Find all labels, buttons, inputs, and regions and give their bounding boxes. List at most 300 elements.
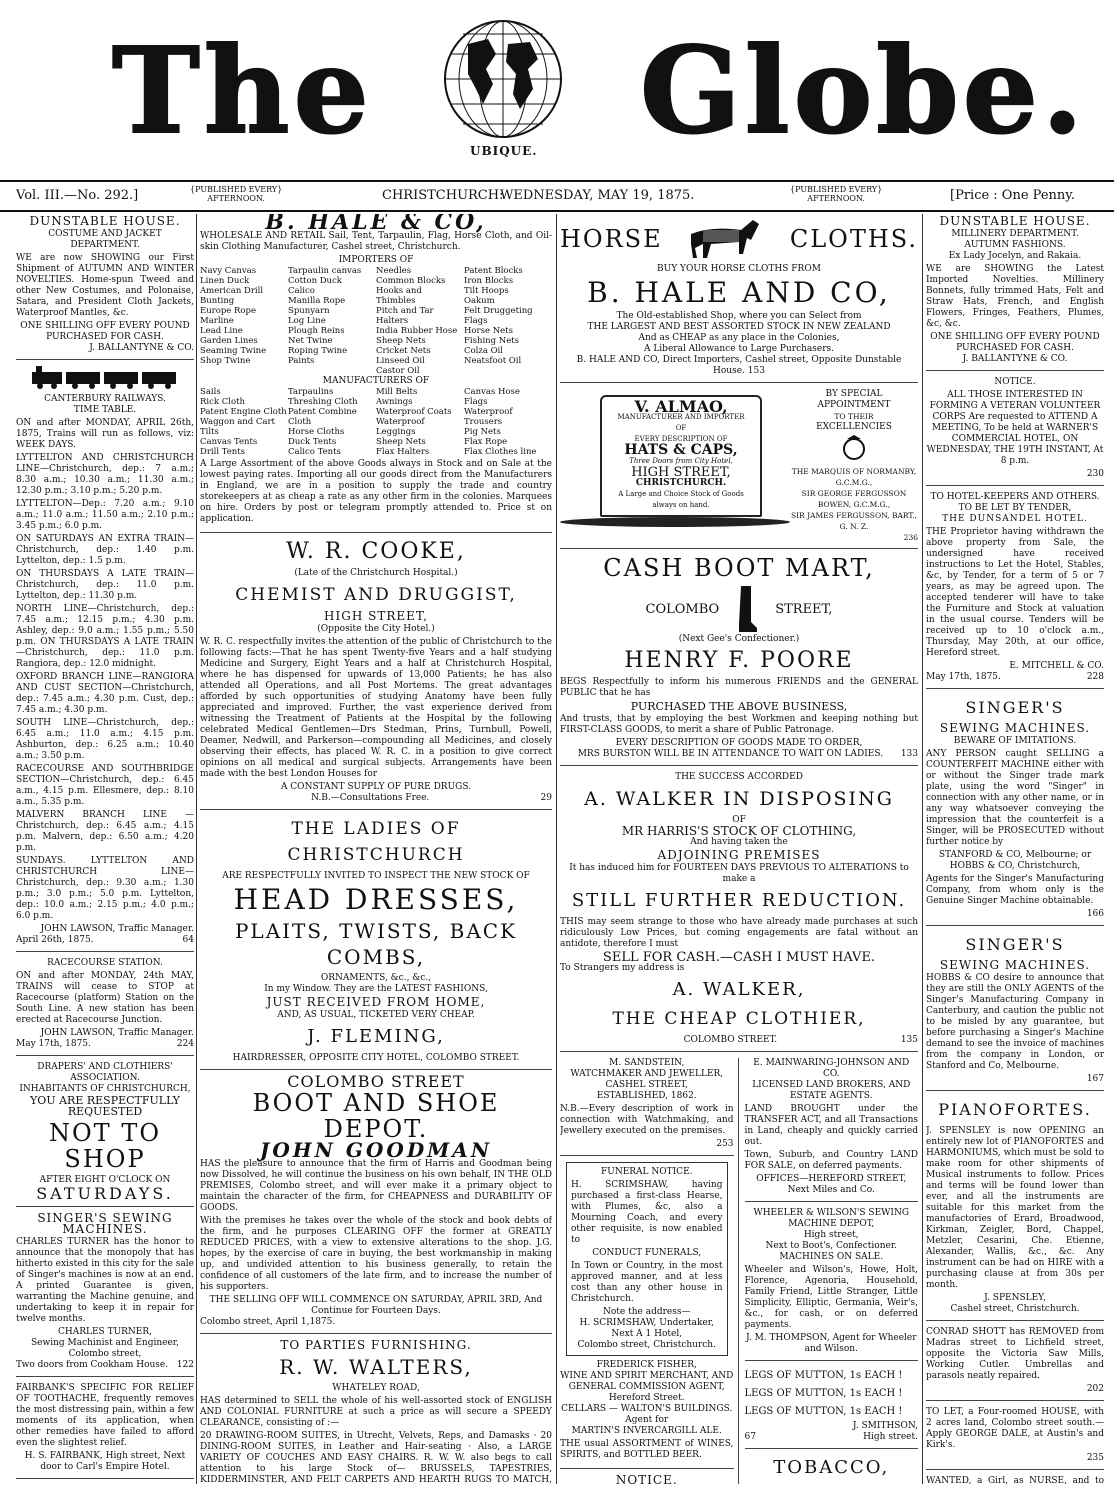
ad-big-text: BOOT AND SHOE DEPOT.	[252, 1089, 500, 1143]
ad-note: N.B.—Consultations Free.	[311, 793, 430, 803]
masthead-title-the: The	[112, 21, 373, 160]
ad-mainwaring	[745, 1058, 919, 1202]
ad-signature: J. SPENSLEY,	[984, 1293, 1046, 1303]
ad-body: AND, AS USUAL, TICKETED VERY CHEAP.	[277, 1010, 475, 1020]
ad-body: TO LET, a Four-roomed HOUSE, with 2 acres land, Colombo street south.—Apply GEORGE DALE, at Austin's and Kirk's.	[926, 1407, 1104, 1450]
volume-number: Vol. III.—No. 292.]	[16, 188, 139, 203]
ad-subheading: MANUFACTURER AND IMPORTER	[617, 413, 745, 421]
ad-body: J. SPENSLEY is now OPENING an entirely new lot of PIANOFORTES and HARMONIUMS, which must be sold to make room for other shipments of Musical instruments to follow. Prices and terms will be found lower than ever, and all the instruments are suitable for this market from the manufactories of Erard, Broadwood, Kirkman, Zeigler, Bord, Chappel, Metzler, Cesarini, Che. Etienne, Alexander, Wallis, &c., &c. Any instrument can be had on HIRE with a purchasing clause at from 30s per month.	[926, 1126, 1104, 1290]
ad-subheading: MANUFACTURERS OF	[322, 376, 430, 386]
ad-body: And having taken the	[690, 837, 788, 847]
list-item: Garden Lines	[200, 336, 258, 346]
ad-tobacco	[745, 1455, 919, 1484]
ad-subheading: LICENSED LAND BROKERS, AND ESTATE AGENTS.	[752, 1080, 911, 1101]
list-item: Threshing Cloth	[288, 397, 358, 407]
list-item: Sails	[200, 387, 221, 397]
ad-ladies	[200, 816, 552, 1070]
ad-body: THE Proprietor having withdrawn the above property from Sale, the undersigned have received instructions to Let the Hotel, Stables, &c, by Tender, for a term of 5 or 7 years, as may be agreed upon. The accepted tenderer will have to take the Furniture and Stock at valuation in the usual course. Tenders will be received up to 10 o'clock a.m., Thursday, May 20th, at our office, Hereford street.	[926, 527, 1104, 658]
ad-subheading: HIGH STREET,	[324, 609, 428, 623]
list-item: Flax Halters	[376, 447, 430, 457]
ad-goodman	[200, 1072, 552, 1334]
masthead-motto: UBIQUE.	[470, 144, 538, 158]
column-rule	[196, 214, 197, 1484]
ad-legs-mutton	[745, 1367, 919, 1449]
column-rule	[922, 214, 923, 1484]
ad-body: OXFORD BRANCH LINE—RANGIORA AND CUST SECTION—Christchurch, dep.: 7.45 a.m.; 4.30 p.m. Cust, dep.: 7.45 a.m.; 4.30 p.m.	[16, 672, 194, 715]
ad-big-text: SELL FOR CASH.—CASH I MUST HAVE.	[602, 950, 876, 965]
ad-heading: M. SANDSTEIN,	[609, 1058, 685, 1068]
list-item: Shop Twine	[200, 356, 251, 366]
ad-number: 253	[716, 1139, 734, 1149]
ad-almao	[560, 389, 918, 549]
ad-body: SUNDAYS. LYTTELTON AND CHRISTCHURCH LINE—Christchurch, dep.: 9.30 a.m.; 1.30 p.m.; 3.0 p.m.; 5.0 p.m. Lyttelton, dep.: 10.0 a.m.; 2.15 p.m.; 4.0 p.m.; 6.0 p.m.	[16, 856, 194, 921]
ad-body: A Large and Choice Stock of Goods always on hand.	[618, 490, 744, 509]
list-item: Flax Clothes line	[464, 447, 537, 457]
list-item: Halters	[376, 316, 409, 326]
ad-heading: SEWING MACHINES.	[939, 721, 1091, 735]
ad-heading: B. HALE & CO,	[265, 214, 487, 235]
column-4	[926, 214, 1104, 1484]
ad-body: THE MARQUIS OF NORMANBY, G.C.M.G.,	[791, 467, 917, 487]
ad-body: Agents for the Singer's Manufacturing Company, from whom only is the Genuine Singer Machine obtainable.	[926, 874, 1104, 906]
ad-cash-boot-mart	[560, 555, 918, 766]
ad-body: ALL THOSE INTERESTED IN FORMING A VETERAN VOLUNTEER CORPS Are requested to ATTEND A MEETING, To be held at WARNER'S COMMERCIAL HOTEL, ON WEDNESDAY, THE 19TH INSTANT, At 8 p.m.	[926, 390, 1104, 466]
list-item: Drill Tents	[200, 447, 246, 457]
list-item: Calico	[288, 286, 315, 296]
ad-date: Colombo street, April 1,1875.	[200, 1317, 336, 1327]
list-column	[376, 266, 464, 376]
ad-big-text: HENRY F. POORE	[624, 648, 854, 673]
ad-body: PURCHASED THE ABOVE BUSINESS,	[630, 700, 848, 713]
ad-subheading: (Late of the Christchurch Hospital.)	[294, 568, 458, 578]
list-item: Waggon and Cart Tilts	[200, 417, 275, 437]
list-item: Neatsfoot Oil	[464, 356, 522, 366]
list-item: Waterproof Trousers	[464, 407, 513, 427]
ad-heading: SINGER'S	[965, 935, 1065, 954]
ad-big-text: NOT TO SHOP	[49, 1119, 161, 1173]
ad-heading: RACECOURSE STATION.	[47, 958, 163, 968]
list-item: Tarpaulin canvas	[288, 266, 362, 276]
ad-signature: J. BALLANTYNE & CO.	[89, 343, 194, 353]
ad-subheading: COLOMBO	[645, 601, 720, 617]
ad-body: SIR GEORGE FERGUSSON BOWEN, G.C.M.G.,	[801, 489, 907, 509]
ad-body: In Town or Country, in the most approved manner, and at less cost than any other house in Christchurch.	[571, 1261, 723, 1304]
ad-address: WHATELEY ROAD,	[332, 1383, 420, 1393]
ad-body: A Large Assortment of the above Goods always in Stock and on Sale at the lowest paying rates. Importing all our goods direct from the Manufacturers in England, we are in a position to supply the trade and country storekeepers at as cheap a rate as any other firm in the colonies. Marquees on hire. Orders by post or telegram promptly attended to. Price st on application.	[200, 459, 552, 524]
ad-singer-turner	[16, 1213, 194, 1377]
ad-subheading: THE SUCCESS ACCORDED	[675, 772, 803, 782]
ad-heading: BY SPECIAL APPOINTMENT	[817, 389, 891, 410]
list-item: Rick Cloth	[200, 397, 245, 407]
ad-body: ADJOINING PREMISES	[657, 848, 821, 862]
list-item: Patent Blocks	[464, 266, 523, 276]
ad-fairbank	[16, 1383, 194, 1479]
list-item: Seaming Twine	[200, 346, 267, 356]
ad-address: (Next Gee's Confectioner.)	[678, 634, 800, 644]
ad-body: In my Window. They are the LATEST FASHIONS,	[264, 984, 488, 994]
ad-heading: FREDERICK FISHER,	[596, 1360, 697, 1370]
ad-big-text: STILL FURTHER REDUCTION.	[571, 890, 907, 911]
column-1	[16, 214, 194, 1484]
ad-singer-beware	[926, 695, 1104, 926]
published-note-left: {PUBLISHED EVERY} AFTERNOON.	[190, 185, 283, 203]
ad-body: SOUTH LINE—Christchurch, dep.: 6.45 a.m.; 11.0 a.m.; 4.15 p.m. Ashburton, dep.: 6.25 a.m.; 10.40 a.m.; 3.50 p.m.	[16, 718, 194, 761]
ad-body: WANTED, a Girl, as NURSE, and to	[926, 1476, 1104, 1484]
list-item: India Rubber Hose	[376, 326, 458, 336]
ad-body: CELLARS — WALTON'S BUILDINGS.	[561, 1404, 733, 1414]
ad-number: 64	[182, 935, 194, 945]
ad-heading: SINGER'S	[965, 698, 1065, 717]
two-column-ads	[560, 1058, 918, 1484]
list-item: Duck Tents	[288, 437, 337, 447]
list-item: Tilt Hoops	[464, 286, 509, 296]
ad-body: THE usual ASSORTMENT of WINES, SPIRITS, and BOTTLED BEER.	[560, 1439, 734, 1460]
ad-body: ON SATURDAYS AN EXTRA TRAIN—Christchurch, dep.: 1.40 p.m. Lyttelton, dep.: 1.5 p.m.	[16, 534, 194, 566]
list-item: Oakum	[464, 296, 495, 306]
ad-body: THIS may seem strange to those who have already made purchases at such ridiculously Low Prices, but coming engagements are fatal without an antidote, therefore I must	[560, 917, 918, 949]
ad-address: Colombo street, Christchurch.	[577, 1340, 716, 1350]
ad-sandstein	[560, 1058, 734, 1156]
dateline-date: WEDNESDAY, MAY 19, 1875.	[500, 188, 695, 203]
ad-address: High street.	[863, 1432, 918, 1442]
ad-body: RACECOURSE AND SOUTHBRIDGE SECTION—Christchurch, dep.: 6.45 a.m., 4.15 p.m. Ellesmere, dep.: 8.10 a.m., 5.35 p.m.	[16, 764, 194, 807]
ad-address: OFFICES—HEREFORD STREET, Next Miles and Co.	[756, 1174, 907, 1195]
ad-heading: SINGER'S SEWING MACHINES.	[37, 1211, 173, 1236]
list-item: Awnings	[376, 397, 413, 407]
ad-body: NORTH LINE—Christchurch, dep.: 7.45 a.m.; 12.15 p.m.; 4.30 p.m. Ashley, dep.: 9.0 a.m.; 1.55 p.m.; 5.50 p.m. ON THURSDAYS A LATE TRAIN—Christchurch, dep.: 11.0 p.m. Rangiora, dep.: 12.0 midnight.	[16, 604, 194, 669]
published-note-right: {PUBLISHED EVERY} AFTERNOON.	[790, 185, 883, 203]
list-item: Flags	[464, 397, 488, 407]
ad-address: Three Doors from City Hotel,	[629, 457, 733, 465]
list-column	[376, 387, 464, 457]
list-column	[464, 387, 552, 457]
ad-big-text: B. HALE AND CO,	[587, 276, 891, 309]
ad-signature: JOHN LAWSON, Traffic Manager.	[40, 1028, 194, 1038]
ad-signature: J. M. THOMPSON, Agent for Wheeler and Wilson.	[745, 1333, 917, 1354]
ad-body: H. SCRIMSHAW, having purchased a first-class Hearse, with Plumes, &c, also a Mourning Coach, and every other requisite, is now enabled to	[571, 1180, 723, 1245]
ad-subheading: BUY YOUR HORSE CLOTHS FROM	[657, 264, 821, 274]
ad-body: HAS determined to SELL the whole of his well-assorted stock of ENGLISH AND COLONIAL FURNITURE at such a price as will secure a SPEEDY CLEARANCE, consisting of :—	[200, 1396, 552, 1428]
ad-body: YOU ARE RESPECTFULLY REQUESTED	[30, 1094, 180, 1118]
list-item: Bunting	[200, 296, 235, 306]
ad-subheading: TIME TABLE.	[73, 405, 137, 415]
ad-date: May 17th, 1875.	[926, 672, 1001, 682]
ad-dunstable-costume	[16, 216, 194, 360]
ad-body: JUST RECEIVED FROM HOME,	[266, 995, 486, 1009]
ad-body: AFTER EIGHT O'CLOCK ON	[39, 1175, 171, 1185]
ad-body: MR HARRIS'S STOCK OF CLOTHING,	[621, 824, 857, 838]
ad-heading: E. MAINWARING-JOHNSON AND CO.	[753, 1058, 910, 1079]
ad-signature: J. FLEMING,	[307, 1026, 445, 1047]
ad-signature: H. S. FAIRBANK, High street, Next door to Carl's Empire Hotel.	[24, 1451, 186, 1472]
ad-body: THE LARGEST AND BEST ASSORTED STOCK IN NEW ZEALAND	[587, 322, 891, 332]
ad-number: 224	[176, 1039, 194, 1049]
ad-body: LYTTELTON AND CHRISTCHURCH LINE—Christchurch, dep.: 7 a.m.; 8.30 a.m.; 10.30 a.m.; 11.30 a.m.; 12.30 p.m.; 3.10 p.m.; 5.20 p.m.	[16, 453, 194, 496]
ad-body: ESTABLISHED, 1862.	[596, 1091, 697, 1101]
ad-heading: COLOMBO STREET	[287, 1072, 465, 1091]
ad-subheading: TO BE LET BY TENDER,	[958, 503, 1072, 513]
ad-date: May 17th, 1875.	[16, 1039, 91, 1049]
ad-body: OF	[732, 815, 746, 825]
ad-funeral	[566, 1162, 728, 1356]
ad-body: With the premises he takes over the whole of the stock and book debts of the firm, and he purposes CLEARING OFF the former at GREATLY REDUCED PRICES, with a view to extensive alterations to the shop. J.G. hopes, by the exercise of care in buying, the best workmanship in making up, and undivided attention to his business generally, to retain the confidence of all customers of the late firm, and to increase the number of his supporters.	[200, 1216, 552, 1292]
ad-heading: WHEELER & WILSON'S SEWING MACHINE DEPOT,	[753, 1208, 910, 1229]
ad-body: Note the address—	[603, 1307, 691, 1317]
ad-number: 29	[540, 793, 552, 803]
ad-signature: JOHN LAWSON, Traffic Manager.	[40, 924, 194, 934]
ad-big-text: PLAITS, TWISTS, BACK COMBS,	[234, 919, 518, 969]
list-item: American Drill	[200, 286, 264, 296]
list-item: Needles	[376, 266, 412, 276]
price: [Price : One Penny.	[950, 188, 1076, 203]
royal-crest-icon	[839, 433, 869, 463]
ad-body: W. R. C. respectfully invites the attention of the public of Christchurch to the following facts:—That he has spent Twenty-five Years and a half studying Medicine and Surgery, Eight Years and a half at Christchurch Hospital, where he has dispensed for upwards of 13,000 Patients; he has also attended all Operations, and all Post Mortems. The great advantages afforded by such opportunities of studying Anatomy have been fully appreciated and improved. Further, the vast experience derived from witnessing the Treatment of Patients at the Hospital by the following celebrated Medical Gentlemen—Drs Stedman, Prins, Turnbull, Powell, Deamer, Nedwill, and Parkerson—compounding all Medicines, and closely observing their effects, has placed W. R. C. in a position to give correct opinions on all medical and surgical subjects. Arrangements have been made with the best London Houses for	[200, 637, 552, 779]
list-item: Patent Combine Cloth	[288, 407, 357, 427]
list-item: Fishing Nets	[464, 336, 520, 346]
ad-wanted-nurse	[926, 1476, 1104, 1484]
ad-pianofortes	[926, 1097, 1104, 1321]
list-item: Mill Belts	[376, 387, 418, 397]
ad-number: 167	[1086, 1074, 1104, 1084]
ad-signature: A. WALKER,	[672, 979, 806, 1000]
ad-shott	[926, 1327, 1104, 1401]
ad-veteran-corps	[926, 377, 1104, 486]
ad-heading: NOTICE.	[994, 377, 1036, 387]
ad-railways	[16, 366, 194, 952]
ad-heading: W. R. COOKE,	[286, 539, 466, 564]
ad-number: 235	[1086, 1453, 1104, 1463]
ad-address: COLOMBO STREET.	[683, 1035, 778, 1045]
ad-body: And trusts, that by employing the best Workmen and keeping nothing but FIRST-CLASS GOODS, to merit a share of Public Patronage.	[560, 714, 918, 735]
ad-subheading: TO PARTIES FURNISHING.	[280, 1338, 472, 1352]
list-item: Flax Rope	[464, 437, 508, 447]
list-item: Marline	[200, 316, 234, 326]
ad-heading: R. W. WALTERS,	[279, 1355, 473, 1379]
ad-heading: CASH BOOT MART,	[603, 554, 875, 582]
ad-body: Wheeler and Wilson's, Howe, Holt, Florence, Agenoria, Household, Family Friend, Little Stranger, Little Simplicity, Elliptic, Germania, Weir's, &c., for cash, or on deferred payments.	[744, 1265, 918, 1330]
ad-subheading: COSTUME AND JACKET DEPARTMENT.	[48, 229, 162, 250]
ad-body: EVERY DESCRIPTION OF GOODS MADE TO ORDER,	[615, 738, 863, 748]
ad-signature: J. BALLANTYNE & CO.	[962, 354, 1068, 364]
hat-brim	[560, 517, 790, 527]
ad-signature: THE CHEAP CLOTHIER,	[612, 1009, 866, 1029]
ad-number: 228	[1086, 672, 1104, 682]
ad-heading: SEWING MACHINES.	[939, 958, 1091, 972]
ad-body: BEGS Respectfully to inform his numerous FRIENDS and the GENERAL PUBLIC that he has	[560, 677, 918, 698]
boot-icon	[735, 584, 759, 634]
ad-subheading: OF	[675, 424, 687, 432]
list-item: Patent Engine Cloth	[200, 407, 287, 417]
ad-big-text: HATS & CAPS,	[624, 442, 738, 458]
list-item: Waterproof Leggings	[376, 417, 425, 437]
list-item: Spunyarn	[288, 306, 330, 316]
list-item: Calico Tents	[288, 447, 341, 457]
ad-number: 135	[900, 1035, 918, 1045]
ad-offer: ONE SHILLING OFF EVERY POUND PURCHASED FOR CASH.	[20, 321, 190, 342]
ad-address: Sewing Machinist and Engineer, Colombo street,	[31, 1338, 179, 1359]
list-item: Navy Canvas	[200, 266, 257, 276]
ad-body: MARTIN'S INVERCARGILL ALE.	[571, 1426, 722, 1436]
ad-subheading: ARE RESPECTFULLY INVITED TO INSPECT THE NEW STOCK OF	[222, 871, 530, 881]
ad-big-text: HEAD DRESSES,	[233, 883, 519, 916]
ad-signature: H. SCRIMSHAW, Undertaker,	[579, 1318, 714, 1328]
ad-subheading: WINE AND SPIRIT MERCHANT, AND GENERAL COMMISSION AGENT,	[560, 1371, 734, 1392]
ad-drapers	[16, 1062, 194, 1207]
list-column	[288, 387, 376, 457]
ad-number: 230	[1086, 469, 1104, 479]
ad-number: 202	[1086, 1384, 1104, 1394]
globe-icon	[438, 14, 568, 164]
ad-subheading: Ex Lady Jocelyn, and Rakaia.	[948, 251, 1082, 261]
ad-heading: DUNSTABLE HOUSE.	[29, 214, 181, 228]
ad-cooke	[200, 539, 552, 810]
ad-heading: FUNERAL NOTICE.	[600, 1167, 693, 1177]
list-item: Sheep Nets	[376, 336, 426, 346]
list-item: Manilla Rope	[288, 296, 346, 306]
ad-address: CHRISTCHURCH.	[635, 478, 727, 488]
ad-body: To Strangers my address is	[560, 963, 685, 973]
importers-list	[200, 266, 552, 376]
ad-body: WE are now SHOWING our First Shipment of AUTUMN AND WINTER NOVELTIES. Home-spun Tweed and other New Costumes, and Polonaise, Satara, and President Cloth Jackets, Waterproof Mantles, &c.	[16, 253, 194, 318]
ad-walters	[200, 1340, 552, 1484]
ad-body: FAIRBANK'S SPECIFIC FOR RELIEF OF TOOTHACHE, frequently removes the most distressing pain, within a few moments of its application, when other remedies have failed to afford even the slightest relief.	[16, 1383, 194, 1448]
list-item: Horse Nets	[464, 326, 513, 336]
ad-body: CONRAD SHOTT has REMOVED from Madras street to Lichfield street, opposite the Victoria Saw Mills, Working Cutler. Umbrellas and parasols neatly repaired.	[926, 1327, 1104, 1381]
list-item: Canvas Tents	[200, 437, 258, 447]
ad-body: SIR JAMES FERGUSSON, BART., G. N. Z.	[790, 511, 918, 531]
ad-address: CASHEL STREET,	[605, 1080, 688, 1090]
list-item: Net Twine	[288, 336, 333, 346]
ad-body: ON and after MONDAY, 24th MAY, TRAINS will cease to STOP at Racecourse (platform) Station on the South Line. A new station has been erected at Racecourse Junction.	[16, 971, 194, 1025]
list-item: Log Line	[288, 316, 326, 326]
ad-body: ANY PERSON caught SELLING a COUNTERFEIT MACHINE either with or without the Singer trade mark plate, using the word "Singer" in connection with any other name, or in any way whatsoever conveying the impression that the counterfeit is a Singer, will be PROSECUTED without further notice by	[926, 749, 1104, 847]
ad-subheading: STREET,	[775, 601, 833, 617]
list-item: Waterproof Coats	[376, 407, 452, 417]
ad-heading: HORSE	[560, 225, 663, 253]
list-item: Hooks and Thimbles	[376, 286, 422, 306]
ad-horse-cloths	[560, 214, 918, 383]
ad-subheading: THE DUNSANDEL HOTEL.	[942, 514, 1088, 524]
list-item: Horse Cloths	[288, 427, 345, 437]
ad-subheading: WATCHMAKER AND JEWELLER,	[570, 1069, 724, 1079]
ad-body: WHOLESALE AND RETAIL Sail, Tent, Tarpaulin, Flag, Horse Cloth, and Oil-skin Clothing Manufacturer, Cashel street, Christchurch.	[200, 231, 552, 252]
ad-body: LEGS OF MUTTON, 1s EACH !	[744, 1388, 903, 1399]
ad-singer-hobbs	[926, 932, 1104, 1091]
ad-subheading: TO THEIR	[834, 412, 874, 421]
ad-heading: PIANOFORTES.	[938, 1100, 1092, 1119]
ad-body: The Old-established Shop, where you can Select from	[616, 311, 862, 321]
list-item: Flags	[464, 316, 488, 326]
list-item: Pitch and Tar	[376, 306, 434, 316]
ad-subheading: EVERY DESCRIPTION OF	[634, 435, 728, 443]
ad-heading: DUNSTABLE HOUSE.	[939, 214, 1091, 228]
list-column	[288, 266, 376, 376]
ad-heading: V. ALMAO,	[634, 397, 728, 416]
ad-body: WE are SHOWING the Latest Imported Novelties. Millinery Bonnets, fully trimmed Hats, Felt and Straw Hats, French, and English Flowers, Fringes, Feathers, Plumes, &c, &c.	[926, 264, 1104, 329]
ad-body: CHARLES TURNER has the honor to announce that the monopoly that has hitherto existed in this city for the sale of Singer's machines is now at an end. A printed Guarantee is given, warranting the Machine genuine, and undertaking to keep it in repair for twelve months.	[16, 1237, 194, 1324]
list-item: Cricket Nets	[376, 346, 431, 356]
list-item: Colza Oil	[464, 346, 503, 356]
horse-icon	[681, 214, 771, 264]
list-item: Canvas Hose	[464, 387, 520, 397]
ad-body: MALVERN BRANCH LINE — Christchurch, dep.: 6.45 a.m.; 4.15 p.m. Malvern, dep.: 6.50 a.m.; 4.20 p.m.	[16, 810, 194, 853]
ad-address: Cashel street, Christchurch.	[950, 1304, 1080, 1314]
masthead-title-globe: Globe.	[640, 21, 1087, 160]
list-item: Tarpaulins	[288, 387, 334, 397]
ad-body: LAND BROUGHT under the TRANSFER ACT, and all Transactions in Land, cheaply and quickly carried out.	[744, 1104, 918, 1147]
list-item: Lead Line	[200, 326, 243, 336]
ad-big-text: A. WALKER IN DISPOSING	[584, 788, 894, 810]
ad-body: 20 DRAWING-ROOM SUITES, in Utrecht, Velvets, Reps, and Damasks · 20 DINING-ROOM SUITES, in Leather and Hair-seating · Also, a LARGE VARIETY OF COUCHES AND EASY CHAIRS. R. W. W. also begs to call attention to his large Stock of— BRUSSELS, TAPESTRIES, KIDDERMINSTER, AND FELT CARPETS AND HEARTH RUGS TO MATCH,	[200, 1431, 552, 1484]
ad-subheading: INHABITANTS OF CHRISTCHURCH,	[19, 1084, 191, 1094]
ad-body: ORNAMENTS, &c., &c.,	[320, 973, 432, 983]
ad-date: April 26th, 1875.	[16, 935, 94, 945]
column-rule	[556, 214, 557, 1484]
hat-illustration	[600, 395, 762, 517]
ad-body: It has induced him for FOURTEEN DAYS PREVIOUS TO ALTERATIONS to make a	[569, 863, 909, 884]
list-item: Europe Rope	[200, 306, 257, 316]
ad-body: ON and after MONDAY, APRIL 26th, 1875, Trains will run as follows, viz: WEEK DAYS.	[16, 418, 194, 450]
ad-subheading: (Opposite the City Hotel.)	[317, 624, 435, 634]
list-column	[200, 387, 288, 457]
ad-number: 236	[903, 533, 918, 542]
ad-subheading: CONDUCT FUNERALS,	[592, 1248, 702, 1258]
ad-signature: J. SMITHSON,	[852, 1421, 918, 1431]
ad-to-let	[926, 1407, 1104, 1470]
ad-body: N.B.—Every description of work in connection with Watchmaking, and Jewellery executed on the premises.	[560, 1104, 734, 1136]
column-2	[200, 214, 552, 1484]
ad-body: HOBBS & CO desire to announce that they are still the ONLY AGENTS of the Singer's Manufacturing Company in Canterbury, and caution the public not to be misled by any guarantee, but before purchasing a Singer's Machine demand to see the invoice of machines from the company in London, or Stanford and Co, Melbourne.	[926, 973, 1104, 1071]
ad-address: Hereford Street.	[608, 1393, 685, 1403]
masthead	[0, 0, 1114, 176]
ad-boarding	[560, 1475, 734, 1484]
ad-body: ON THURSDAYS A LATE TRAIN—Christchurch, dep.: 11.0 p.m. Lyttelton, dep.: 11.30 p.m.	[16, 569, 194, 601]
ad-signature: STANFORD & CO, Melbourne; or HOBBS & CO, Christchurch,	[938, 850, 1092, 871]
ad-body: LYTTELTON—Dep.: 7.20 a.m.; 9.10 a.m.; 11.0 a.m.; 11.50 a.m.; 2.10 p.m.; 3.45 p.m.; 6.0 p.m.	[16, 499, 194, 531]
list-item: Felt Druggeting	[464, 306, 533, 316]
ad-subheading: AUTUMN FASHIONS.	[964, 240, 1066, 250]
manufacturers-list	[200, 387, 552, 457]
ad-heading: CANTERBURY RAILWAYS.	[44, 394, 166, 404]
ad-big-text: CHEMIST AND DRUGGIST,	[235, 585, 517, 605]
dateline	[0, 180, 1114, 212]
ad-wheeler-wilson	[745, 1208, 919, 1361]
ad-subheading: IMPORTERS OF	[338, 255, 414, 265]
ad-dunsandel-hotel	[926, 492, 1104, 689]
ad-body: A CONSTANT SUPPLY OF PURE DRUGS.	[280, 782, 472, 792]
ad-address: Next to Boot's, Confectioner.	[765, 1241, 898, 1251]
list-item: Linseed Oil	[376, 356, 425, 366]
ad-body: HAS the pleasure to announce that the firm of Harris and Goodman being now Dissolved, he will continue the business on his own behalf, IN THE OLD PREMISES, Colombo street, and will ever make it a primary object to maintain the character of the firm, for CHEAPNESS and DURABILITY OF GOODS.	[200, 1159, 552, 1213]
ad-footer: B. HALE AND CO, Direct Importers, Cashel street, Opposite Dunstable House. 153	[576, 355, 902, 376]
ad-subheading: EXCELLENCIES	[816, 422, 892, 432]
ad-subheading: MACHINES ON SALE.	[779, 1252, 884, 1262]
ad-racecourse	[16, 958, 194, 1056]
ad-body: LEGS OF MUTTON, 1s EACH !	[744, 1406, 903, 1417]
ad-heading: JOHN GOODMAN	[259, 1138, 493, 1162]
list-item: Plough Reins	[288, 326, 345, 336]
ad-signature: CHARLES TURNER,	[57, 1327, 153, 1337]
dateline-place: CHRISTCHURCH:	[382, 188, 504, 203]
ad-hale	[200, 214, 552, 533]
train-icon	[30, 366, 180, 390]
ad-body: MRS BURSTON WILL BE IN ATTENDANCE TO WAIT ON LADIES.	[577, 749, 884, 759]
ad-heading: NOTICE.	[615, 1473, 678, 1484]
list-item: Cotton Duck	[288, 276, 342, 286]
ad-heading: TOBACCO,	[773, 1457, 890, 1478]
ad-subheading: BEWARE OF IMITATIONS.	[953, 736, 1077, 746]
ad-address: High street,	[803, 1230, 859, 1240]
